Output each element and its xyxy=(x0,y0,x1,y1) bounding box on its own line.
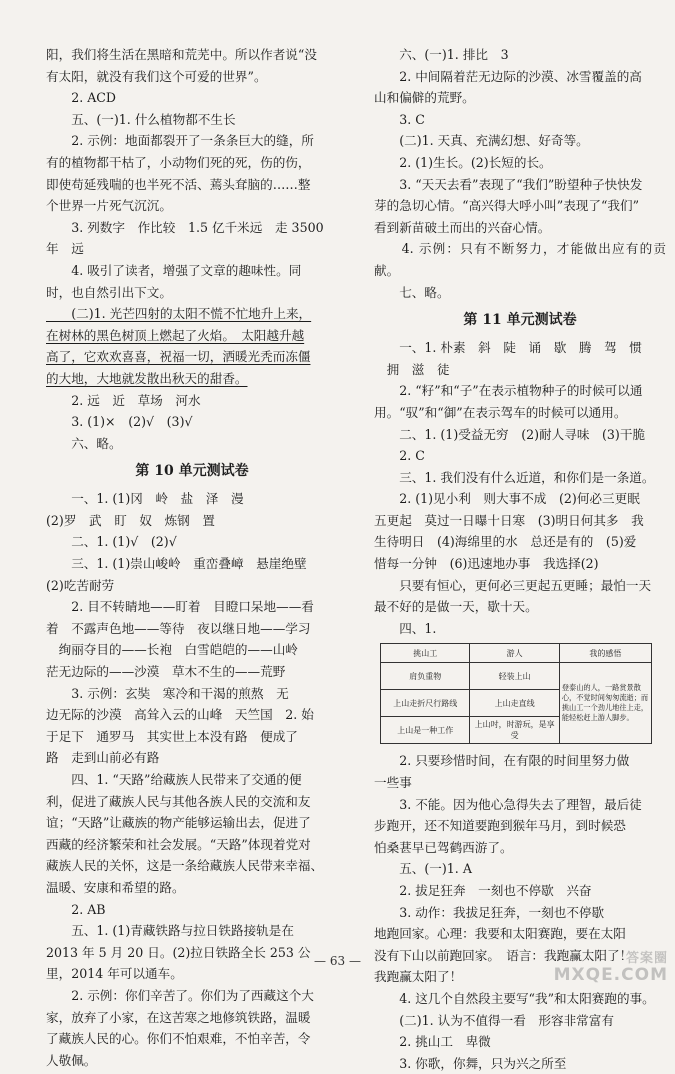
table-row xyxy=(381,663,652,690)
table-cell-feeling: 登泰山的人，一路赏景散心，不觉时间匆匆流逝；而挑山工一个劲儿地往上走，能轻松赶上游人脚步。 xyxy=(559,663,651,744)
text-line: 七、略。 xyxy=(374,284,450,300)
left-lines xyxy=(46,44,338,454)
text-line: 3. 动作：我拔足狂奔，一刻也不停歇 xyxy=(374,904,605,920)
text-line: 绚丽夺目的——长袍 白雪皑皑的——山岭 xyxy=(46,642,298,658)
watermark-text: 答案圈 xyxy=(625,951,668,966)
text-line: 边无际的沙漠 高耸入云的山峰 天竺国 2. 始 xyxy=(46,707,314,723)
text-line: 二、1. (1)受益无穷 (2)耐人寻味 (3)干脆 xyxy=(374,426,646,442)
text-line: 2. “籽”和“子”在表示植物种子的时候可以通 xyxy=(374,383,643,399)
text-line: 个世界一片死气沉沉。 xyxy=(46,198,172,214)
text-line-underlined: 高了，它欢欢喜喜，祝福一切，洒暖光秃而冻僵 xyxy=(46,349,311,365)
text-line: 二、1. (1)√ (2)√ xyxy=(46,534,177,550)
text-line: 步跑开，还不知道要跑到猴年马月，到时候恐 xyxy=(374,818,626,834)
text-line: 谊；“天路”让藏族的物产能够运输出去，促进了 xyxy=(46,815,311,831)
text-line: 3. C xyxy=(374,111,425,127)
text-line: 2. C xyxy=(374,448,425,464)
text-line: 生待明日 (4)海绵里的水 总还是有的 (5)爱 xyxy=(374,534,637,550)
text-line: 惜每一分钟 (6)迅速地办事 我选择(2) xyxy=(374,556,599,572)
table-cell: 上山是一种工作 xyxy=(381,717,470,744)
text-line: 2. 示例：你们辛苦了。你们为了西藏这个大 xyxy=(46,987,314,1003)
text-line: 三、1. 我们没有什么近道，和你们是一条道。 xyxy=(374,469,655,485)
text-line: 2. 目不转睛地——盯着 目瞪口呆地——看 xyxy=(46,599,314,615)
text-line: 一、1. (1)冈 岭 盐 泽 漫 xyxy=(46,491,244,507)
table-cell: 上山走折尺行路线 xyxy=(381,690,470,717)
text-line: 2. 只要珍惜时间，在有限的时间里努力做 xyxy=(374,753,630,769)
table-cell: 肩负重物 xyxy=(381,663,470,690)
text-line: 茫无边际的——沙漠 草木不生的——荒野 xyxy=(46,664,286,680)
text-line: 只要有恒心，更何必三更起五更睡；最怕一天 xyxy=(374,577,652,593)
table-header-row xyxy=(381,644,652,663)
text-line: 2. ACD xyxy=(46,90,117,106)
text-line: 我跑赢太阳了！ xyxy=(374,969,463,985)
text-line: 人敬佩。 xyxy=(46,1052,97,1068)
text-line: 即使苟延残喘的也半死不活、蔫头耷脑的……整 xyxy=(46,176,311,192)
text-line: 五更起 莫过一日曝十日寒 (3)明日何其多 我 xyxy=(374,512,644,528)
text-line: 阳，我们将生活在黑暗和荒芜中。所以作者说“没 xyxy=(46,47,317,62)
text-line: (2)罗 武 盯 奴 炼钢 置 xyxy=(46,512,215,528)
table-cell: 轻装上山 xyxy=(470,663,559,690)
text-line: (二)1. 天真、充满幻想、好奇等。 xyxy=(374,133,589,149)
text-line: 最不好的是做一天，歇十天。 xyxy=(374,599,538,615)
text-line: 3. 示例：玄奘 寒冷和干渴的煎熬 无 xyxy=(46,685,289,701)
text-line: 里，2014 年可以通车。 xyxy=(46,966,183,982)
comparison-table xyxy=(380,643,652,744)
text-line: 3. 你歌，你舞，只为兴之所至 xyxy=(374,1055,567,1071)
text-line: 五、1. (1)青藏铁路与拉日铁路接轨是在 xyxy=(46,923,294,939)
text-line: 2. 拔足狂奔 一刻也不停歇 兴奋 xyxy=(374,883,592,898)
text-line: 4. 吸引了读者，增强了文章的趣味性。同 xyxy=(46,262,302,278)
text-line: 2. (1)见小利 则大事不成 (2)何必三更眠 xyxy=(374,491,640,507)
text-line: 有的植物都干枯了，小动物们死的死，伤的伤， xyxy=(46,154,311,170)
text-line: 看到新苗破土而出的兴奋心情。 xyxy=(374,219,551,235)
text-line: 2. 挑山工 卑微 xyxy=(374,1034,491,1050)
text-line: 4. 这几个自然段主要写“我”和太阳赛跑的事。 xyxy=(374,990,655,1006)
text-line: 了藏族人民的心。你们不怕艰难，不怕辛苦，令 xyxy=(46,1031,311,1047)
text-line: 时，也自然引出下文。 xyxy=(46,284,172,300)
text-line: 2. (1)生长。(2)长短的长。 xyxy=(374,154,552,170)
text-line: 3. 列数字 作比较 1.5 亿千米远 走 3500 xyxy=(46,219,324,235)
table-header: 我的感悟 xyxy=(559,644,651,663)
section-10-lines xyxy=(46,488,338,1071)
text-line: 四、1. “天路”给藏族人民带来了交通的便 xyxy=(46,772,302,787)
text-line: 2. 示例：地面都裂开了一条条巨大的缝，所 xyxy=(46,133,314,149)
text-line: 一、1. 朴素 斜 陡 诵 歇 腾 驾 惯 xyxy=(374,340,642,356)
text-line: 藏族人民的关怀，这是一条给藏族人民带来幸福、 xyxy=(46,858,324,874)
text-line: 温暖、安康和希望的路。 xyxy=(46,879,185,895)
text-line: 山和偏僻的荒野。 xyxy=(374,90,475,106)
table-header: 游人 xyxy=(470,644,559,663)
table-header: 挑山工 xyxy=(381,644,470,663)
text-line: (二)1. 认为不值得一看 形容非常富有 xyxy=(374,1012,614,1028)
text-line: 年 远 xyxy=(46,241,84,257)
text-line: 用。“驭”和“御”在表示驾车的时候可以通用。 xyxy=(374,404,627,420)
text-line: 怕桑葚早已驾鹤西游了。 xyxy=(374,839,513,855)
section-11-title: 第 11 单元测试卷 xyxy=(463,312,577,329)
text-line: 3. 不能。因为他心急得失去了理智，最后徒 xyxy=(374,796,642,812)
text-line: 3. (1)× (2)√ (3)√ xyxy=(46,414,193,430)
text-line: 于足下 通罗马 其实世上本没有路 便成了 xyxy=(46,728,298,744)
right-column xyxy=(374,44,666,1074)
text-line: (2)吃苦耐劳 xyxy=(46,577,115,593)
text-line-underlined: (二)1. 光芒四射的太阳不慌不忙地升上来， xyxy=(46,306,312,322)
text-line: 一些事 xyxy=(374,775,412,791)
text-line: 2. 中间隔着茫无边际的沙漠、冰雪覆盖的高 xyxy=(374,68,642,84)
text-line: 路 走到山前必有路 xyxy=(46,750,160,766)
text-line: 芽的急切心情。“高兴得大呼小叫”表现了“我们” xyxy=(374,198,640,214)
page-number: — 63 — xyxy=(314,954,361,968)
text-line: 着 不露声色地——等待 夜以继日地——学习 xyxy=(46,620,311,636)
text-line: 利，促进了藏族人民与其他各族人民的交流和友 xyxy=(46,793,311,809)
left-column xyxy=(46,44,338,1071)
text-line: 2. 远 近 草场 河水 xyxy=(46,392,201,408)
section-11-lines xyxy=(374,337,666,639)
text-line-underlined: 在树林的黑色树顶上燃起了火焰。 太阳越升越 xyxy=(46,327,305,343)
table-cell: 上山走直线 xyxy=(470,690,559,717)
text-line: 3. “天天去看”表现了“我们”盼望种子快快发 xyxy=(374,176,643,192)
text-line: 六、(一)1. 排比 3 xyxy=(374,47,509,62)
text-line: 四、1. xyxy=(374,620,437,636)
text-line: 没有下山以前跑回家。 语言：我跑赢太阳了！ xyxy=(374,947,633,963)
right-lines-a xyxy=(374,44,666,303)
text-line: 2013 年 5 月 20 日。(2)拉日铁路全长 253 公 xyxy=(46,944,311,960)
text-line: 西藏的经济繁荣和社会发展。“天路”体现着党对 xyxy=(46,836,311,852)
table-cell: 上山吋，时游玩，是享受 xyxy=(470,717,559,744)
watermark-logo xyxy=(548,950,668,984)
text-line-underlined: 的大地，大地就发散出秋天的甜香。 xyxy=(46,370,248,386)
text-line: 六、略。 xyxy=(46,435,122,451)
text-line: 三、1. (1)崇山峻岭 重峦叠嶂 悬崖绝壁 xyxy=(46,556,307,572)
text-line: 地跑回家。心理：我要和太阳赛跑，要在太阳 xyxy=(374,926,626,942)
text-line: 拥 滋 徒 xyxy=(374,361,450,377)
text-line: 五、(一)1. A xyxy=(374,861,472,877)
section-10-title: 第 10 单元测试卷 xyxy=(135,463,249,480)
text-line: 4. 示例：只有不断努力，才能做出应有的贡献。 xyxy=(374,241,666,278)
text-line: 2. AB xyxy=(46,901,106,917)
text-line: 家，放弃了小家，在这苦寒之地修筑铁路，温暖 xyxy=(46,1009,311,1025)
text-line: 五、(一)1. 什么植物都不生长 xyxy=(46,111,236,127)
right-lines-b xyxy=(374,750,666,1074)
text-line: 有太阳，就没有我们这个可爱的世界”。 xyxy=(46,68,267,84)
watermark-text: MXQE.COM xyxy=(553,965,668,985)
